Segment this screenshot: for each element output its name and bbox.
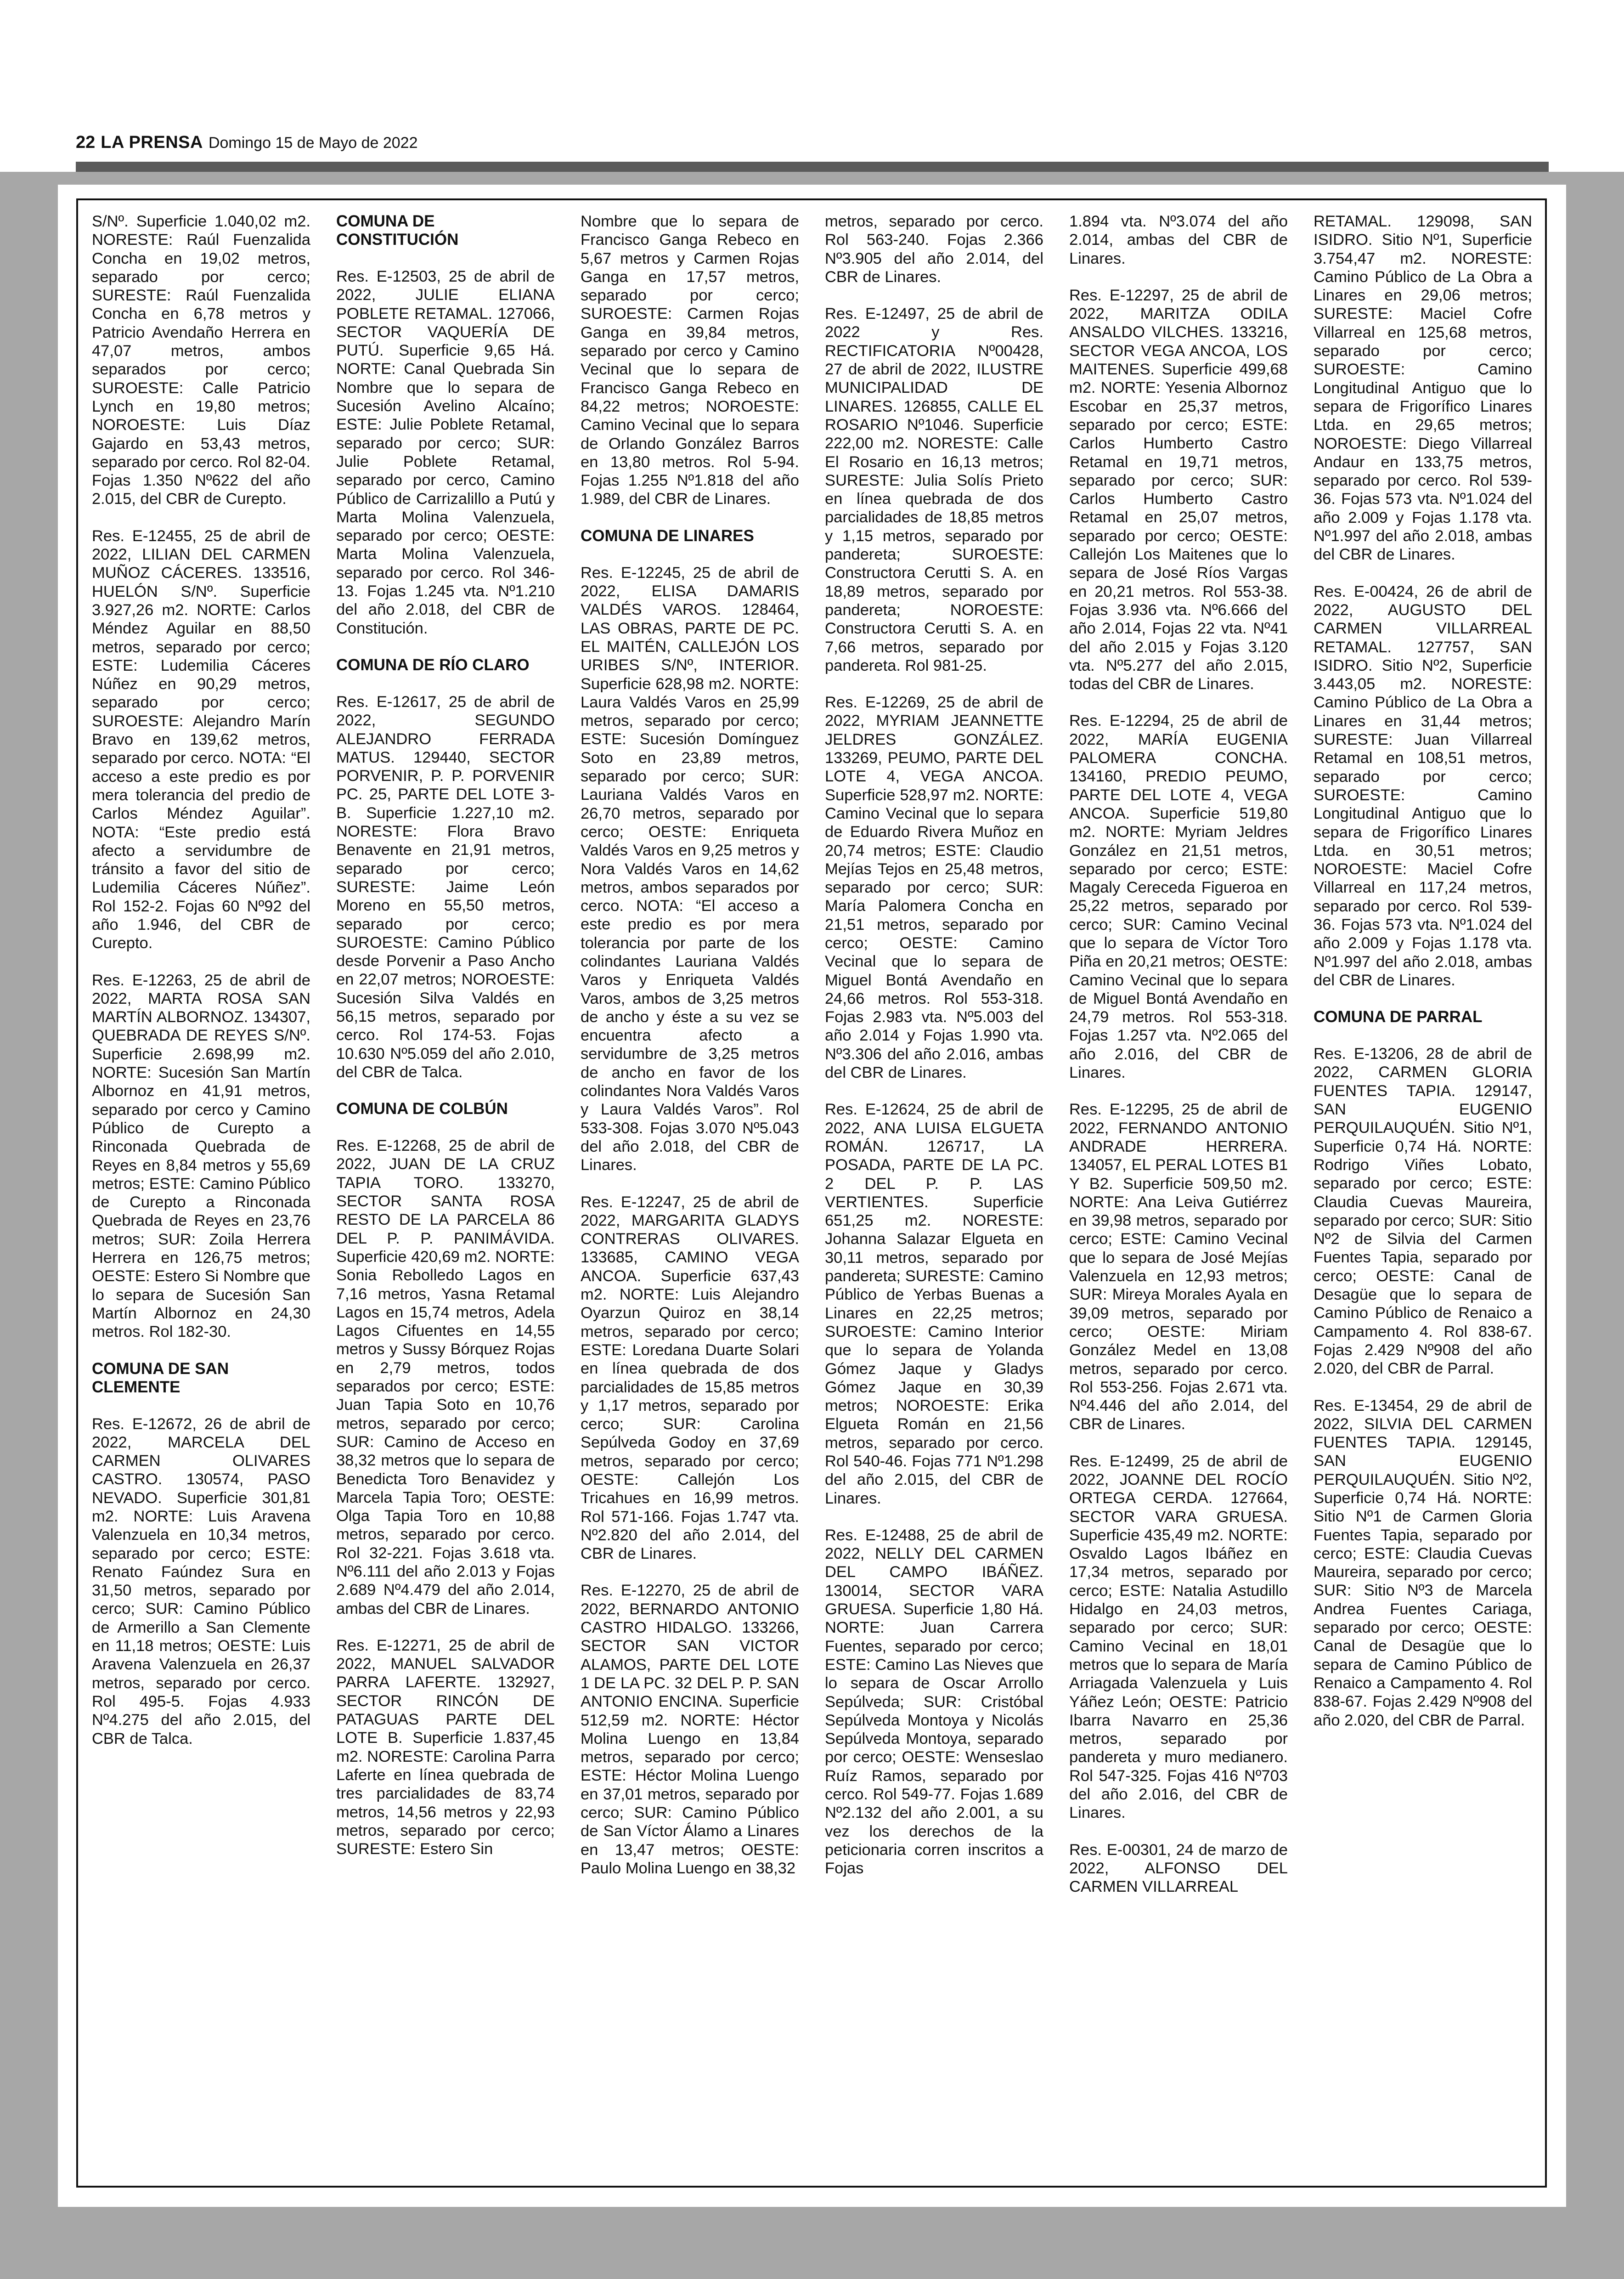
notice-paragraph: RETAMAL. 129098, SAN ISIDRO. Sitio Nº1, Superficie 3.754,47 m2. NORESTE: Camino Público de La Obra a Linares en 29,06 metros; SURESTE: Maciel Cofre Villarreal en 125,68 metros, separado por cerco; SUROESTE: Camino Longitudinal Antiguo que lo separa de Frigorífico Linares Ltda. en 29,65 metros; NOROESTE: Diego Villarreal Andaur en 133,75 metros, separado por cerco. Rol 539-36. Fojas 573 vta. Nº1.024 del año 2.009 y Fojas 1.178 vta. Nº1.997 del año 2.018, ambas del CBR de Linares. [1314, 213, 1532, 564]
notice-paragraph: Res. E-12497, 25 de abril de 2022 y Res. RECTIFICATORIA Nº00428, 27 de abril de 2022, ILUSTRE MUNICIPALIDAD DE LINARES. 126855, CALLE EL ROSARIO Nº1046. Superficie 222,00 m2. NORESTE: Calle El Rosario en 16,13 metros; SURESTE: Julia Solís Prieto en línea quebrada de dos parcialidades de 18,85 metros y 1,15 metros, separado por pandereta; SUROESTE: Constructora Cerutti S. A. en 18,89 metros, separado por pandereta; NOROESTE: Constructora Cerutti S. A. en 7,66 metros, separado por pandereta. Rol 981-25. [825, 305, 1043, 674]
notice-paragraph: Res. E-13206, 28 de abril de 2022, CARMEN GLORIA FUENTES TAPIA. 129147, SAN EUGENIO PERQUILAUQUÉN. Sitio Nº1, Superficie 0,74 Há. NORTE: Rodrigo Viñes Lobato, separado por cerco; ESTE: Claudia Cuevas Maureira, separado por cerco; SUR: Sitio Nº2 de Silvia del Carmen Fuentes Tapia, separado por cerco; OESTE: Canal de Desagüe que lo separa de Camino Público de Renaico a Campamento 4. Rol 838-67. Fojas 2.429 Nº908 del año 2.020, del CBR de Parral. [1314, 1045, 1532, 1378]
notice-paragraph: Nombre que lo separa de Francisco Ganga Rebeco en 5,67 metros y Carmen Rojas Ganga en 17,57 metros, separado por cerco; SUROESTE: Carmen Rojas Ganga en 39,84 metros, separado por cerco y Camino Vecinal que lo separa de Francisco Ganga Rebeco en 84,22 metros; NOROESTE: Camino Vecinal que lo separa de Orlando González Barros en 13,80 metros. Rol 5-94. Fojas 1.255 Nº1.818 del año 1.989, del CBR de Linares. [581, 213, 799, 508]
notice-paragraph: Res. E-12268, 25 de abril de 2022, JUAN DE LA CRUZ TAPIA TORO. 133270, SECTOR SANTA ROSA RESTO DE LA PARCELA 86 DEL P. P. PANIMÁVIDA. Superficie 420,69 m2. NORTE: Sonia Rebolledo Lagos en 7,16 metros, Yasna Retamal Lagos en 15,74 metros, Adela Lagos Cifuentes en 14,55 metros y Sussy Bórquez Rojas en 2,79 metros, todos separados por cerco; ESTE: Juan Tapia Soto en 10,76 metros, separado por cerco; SUR: Camino de Acceso en 38,32 metros que lo separa de Benedicta Toro Benavidez y Marcela Tapia Toro; OESTE: Olga Tapia Toro en 10,88 metros, separado por cerco. Rol 32-221. Fojas 3.618 vta. Nº6.111 del año 2.013 y Fojas 2.689 Nº4.479 del año 2.014, ambas del CBR de Linares. [336, 1137, 555, 1617]
column-2 [336, 212, 555, 2178]
section-heading: COMUNA DE LINARES [581, 526, 754, 545]
notice-columns [92, 212, 1534, 2178]
notice-paragraph: Res. E-12271, 25 de abril de 2022, MANUEL SALVADOR PARRA LAFERTE. 132927, SECTOR RINCÓN DE PATAGUAS PARTE DEL LOTE B. Superficie 1.837,45 m2. NORESTE: Carolina Parra Laferte en línea quebrada de tres parcialidades de 83,74 metros, 14,56 metros y 22,93 metros, separado por cerco; SURESTE: Estero Sin [336, 1636, 555, 1858]
section-heading: COMUNA DE PARRAL [1314, 1008, 1483, 1026]
column-6 [1314, 212, 1532, 2178]
notice-paragraph: Res. E-12624, 25 de abril de 2022, ANA LUISA ELGUETA ROMÁN. 126717, LA POSADA, PARTE DE LA PC. 2 DEL P. P. LAS VERTIENTES. Superficie 651,25 m2. NORESTE: Johanna Salazar Elgueta en 30,11 metros, separado por pandereta; SURESTE: Camino Público de Yerbas Buenas a Linares en 22,25 metros; SUROESTE: Camino Interior que lo separa de Yolanda Gómez Jaque y Gladys Gómez Jaque en 30,39 metros; NOROESTE: Erika Elgueta Román en 21,56 metros, separado por cerco. Rol 540-46. Fojas 771 Nº1.298 del año 2.015, del CBR de Linares. [825, 1101, 1043, 1507]
newspaper-name: LA PRENSA [101, 133, 203, 152]
notice-paragraph: Res. E-12488, 25 de abril de 2022, NELLY DEL CARMEN DEL CAMPO IBÁÑEZ. 130014, SECTOR VARA GRUESA. Superficie 1,80 Há. NORTE: Juan Carrera Fuentes, separado por cerco; ESTE: Camino Las Nieves que lo separa de Oscar Arrollo Sepúlveda; SUR: Cristóbal Sepúlveda Montoya y Nicolás Sepúlveda Montoya, separado por cerco; OESTE: Wenseslao Ruíz Ramos, separado por cerco. Rol 549-77. Fojas 1.689 Nº2.132 del año 2.001, a su vez los derechos de la peticionaria corren inscritos a Fojas [825, 1526, 1043, 1877]
notice-paragraph: Res. E-12269, 25 de abril de 2022, MYRIAM JEANNETTE JELDRES GONZÁLEZ. 133269, PEUMO, PARTE DEL LOTE 4, VEGA ANCOA. Superficie 528,97 m2. NORTE: Camino Vecinal que lo separa de Eduardo Rivera Muñoz en 20,74 metros; ESTE: Claudio Mejías Tejos en 25,48 metros, separado por cerco; SUR: María Palomera Concha en 21,51 metros, separado por cerco; OESTE: Camino Vecinal que lo separa de Miguel Bontá Avendaño en 24,66 metros. Rol 553-318. Fojas 2.983 vta. Nº5.003 del año 2.014 y Fojas 1.990 vta. Nº3.306 del año 2.016, ambas del CBR de Linares. [825, 694, 1043, 1082]
header-rule [76, 162, 1549, 172]
page-header [76, 132, 417, 155]
notice-paragraph: metros, separado por cerco. Rol 563-240. Fojas 2.366 Nº3.905 del año 2.014, del CBR de Linares. [825, 213, 1043, 286]
notice-paragraph: Res. E-00424, 26 de abril de 2022, AUGUSTO DEL CARMEN VILLARREAL RETAMAL. 127757, SAN ISIDRO. Sitio Nº2, Superficie 3.443,05 m2. NORESTE: Camino Público de La Obra a Linares en 31,44 metros; SURESTE: Juan Villarreal Retamal en 108,51 metros, separado por cerco; SUROESTE: Camino Longitudinal Antiguo que lo separa de Frigorífico Linares Ltda. en 30,51 metros; NOROESTE: Maciel Cofre Villarreal en 117,24 metros, separado por cerco. Rol 539-36. Fojas 573 vta. Nº1.024 del año 2.009 y Fojas 1.178 vta. Nº1.997 del año 2.018, ambas del CBR de Linares. [1314, 582, 1532, 989]
notice-paragraph: Res. E-12294, 25 de abril de 2022, MARÍA EUGENIA PALOMERA CONCHA. 134160, PREDIO PEUMO, PARTE DEL LOTE 4, VEGA ANCOA. Superficie 519,80 m2. NORTE: Myriam Jeldres González en 21,51 metros, separado por cerco; ESTE: Magaly Cereceda Figueroa en 25,22 metros, separado por cerco; SUR: Camino Vecinal que lo separa de Víctor Toro Piña en 20,21 metros; OESTE: Camino Vecinal que lo separa de Miguel Bontá Avendaño en 24,79 metros. Rol 553-318. Fojas 1.257 vta. Nº2.065 del año 2.016, del CBR de Linares. [1069, 712, 1288, 1082]
column-4 [825, 212, 1043, 2178]
notice-paragraph: Res. E-12455, 25 de abril de 2022, LILIAN DEL CARMEN MUÑOZ CÁCERES. 133516, HUELÓN S/Nº. Superficie 3.927,26 m2. NORTE: Carlos Méndez Aguilar en 88,50 metros, separado por cerco; ESTE: Ludemilia Cáceres Núñez en 90,29 metros, separado por cerco; SUROESTE: Alejandro Marín Bravo en 139,62 metros, separado por cerco. NOTA: “El acceso a este predio es por mera tolerancia del predio de Carlos Méndez Aguilar”. NOTA: “Este predio está afecto a servidumbre de tránsito a favor del sitio de Ludemilia Cáceres Núñez”. Rol 152-2. Fojas 60 Nº92 del año 1.946, del CBR de Curepto. [92, 527, 310, 952]
column-1 [92, 212, 310, 2178]
notice-paragraph: S/Nº. Superficie 1.040,02 m2. NORESTE: Raúl Fuenzalida Concha en 19,02 metros, separado por cerco; SURESTE: Raúl Fuenzalida Concha en 6,78 metros y Patricio Avendaño Herrera en 47,07 metros, ambos separados por cerco; SUROESTE: Calle Patricio Lynch en 19,80 metros; NOROESTE: Luis Díaz Gajardo en 53,43 metros, separado por cerco. Rol 82-04. Fojas 1.350 Nº622 del año 2.015, del CBR de Curepto. [92, 213, 310, 508]
section-heading: COMUNA DE COLBÚN [336, 1100, 508, 1118]
notice-paragraph: Res. E-12503, 25 de abril de 2022, JULIE ELIANA POBLETE RETAMAL. 127066, SECTOR VAQUERÍA DE PUTÚ. Superficie 9,65 Há. NORTE: Canal Quebrada Sin Nombre que lo separa de Sucesión Avelino Alcaíno; ESTE: Julie Poblete Retamal, separado por cerco; SUR: Julie Poblete Retamal, separado por cerco, Camino Público de Carrizalillo a Putú y Marta Molina Valenzuela, separado por cerco; OESTE: Marta Molina Valenzuela, separado por cerco. Rol 346-13. Fojas 1.245 vta. Nº1.210 del año 2.018, del CBR de Constitución. [336, 268, 555, 637]
notice-paragraph: Res. E-12499, 25 de abril de 2022, JOANNE DEL ROCÍO ORTEGA CERDA. 127664, SECTOR VARA GRUESA. Superficie 435,49 m2. NORTE: Osvaldo Lagos Ibáñez en 17,34 metros, separado por cerco; ESTE: Natalia Astudillo Hidalgo en 24,03 metros, separado por cerco; SUR: Camino Vecinal en 18,01 metros que lo separa de María Arriagada Valenzuela y Luis Yáñez León; OESTE: Patricio Ibarra Navarro en 25,36 metros, separado por pandereta y muro medianero. Rol 547-325. Fojas 416 Nº703 del año 2.016, del CBR de Linares. [1069, 1452, 1288, 1822]
column-3 [581, 212, 799, 2178]
notice-paragraph: Res. E-12297, 25 de abril de 2022, MARITZA ODILA ANSALDO VILCHES. 133216, SECTOR VEGA ANCOA, LOS MAITENES. Superficie 499,68 m2. NORTE: Yesenia Albornoz Escobar en 25,37 metros, separado por cerco; ESTE: Carlos Humberto Castro Retamal en 19,71 metros, separado por cerco; SUR: Carlos Humberto Castro Retamal en 25,07 metros, separado por cerco; OESTE: Callejón Los Maitenes que lo separa de José Ríos Vargas en 20,21 metros. Rol 553-38. Fojas 3.936 vta. Nº6.666 del año 2.014, Fojas 22 vta. Nº41 del año 2.015 y Fojas 3.120 vta. Nº5.277 del año 2.015, todas del CBR de Linares. [1069, 286, 1288, 693]
section-heading: COMUNA DE RÍO CLARO [336, 656, 530, 674]
section-heading: COMUNA DE CONSTITUCIÓN [336, 212, 459, 249]
notice-paragraph: 1.894 vta. Nº3.074 del año 2.014, ambas del CBR de Linares. [1069, 213, 1288, 267]
notice-paragraph: Res. E-12270, 25 de abril de 2022, BERNARDO ANTONIO CASTRO HIDALGO. 133266, SECTOR SAN VICTOR ALAMOS, PARTE DEL LOTE 1 DE LA PC. 32 DEL P. P. SAN ANTONIO ENCINA. Superficie 512,59 m2. NORTE: Héctor Molina Luengo en 13,84 metros, separado por cerco; ESTE: Héctor Molina Luengo en 37,01 metros, separado por cerco; SUR: Camino Público de San Víctor Álamo a Linares en 13,47 metros; OESTE: Paulo Molina Luengo en 38,32 [581, 1582, 799, 1877]
notice-paragraph: Res. E-12245, 25 de abril de 2022, ELISA DAMARIS VALDÉS VAROS. 128464, LAS OBRAS, PARTE DE PC. EL MAITÉN, CALLEJÓN LOS URIBES S/Nº, INTERIOR. Superficie 628,98 m2. NORTE: Laura Valdés Varos en 25,99 metros, separado por cerco; ESTE: Sucesión Domínguez Soto en 23,89 metros, separado por cerco; SUR: Lauriana Valdés Varos en 26,70 metros, separado por cerco; OESTE: Enriqueta Valdés Varos en 9,25 metros y Nora Valdés Varos en 14,62 metros, ambos separados por cerco. NOTA: “El acceso a este predio es por mera tolerancia por parte de los colindantes Lauriana Valdés Varos y Enriqueta Valdés Varos, ambos de 3,25 metros de ancho y éste a su vez se encuentra afecto a servidumbre de 3,25 metros de ancho en favor de los colindantes Nora Valdés Varos y Laura Valdés Varos”. Rol 533-308. Fojas 3.070 Nº5.043 del año 2.018, del CBR de Linares. [581, 564, 799, 1174]
notice-paragraph: Res. E-00301, 24 de marzo de 2022, ALFONSO DEL CARMEN VILLARREAL [1069, 1841, 1288, 1896]
notice-paragraph: Res. E-12263, 25 de abril de 2022, MARTA ROSA SAN MARTÍN ALBORNOZ. 134307, QUEBRADA DE REYES S/Nº. Superficie 2.698,99 m2. NORTE: Sucesión San Martín Albornoz en 41,91 metros, separado por cerco y Camino Público de Curepto a Rinconada Quebrada de Reyes en 8,84 metros y 55,69 metros; ESTE: Camino Público de Curepto a Rinconada Quebrada de Reyes en 23,76 metros; SUR: Zoila Herrera Herrera en 126,75 metros; OESTE: Estero Si Nombre que lo separa de Sucesión San Martín Albornoz en 24,30 metros. Rol 182-30. [92, 971, 310, 1341]
notice-paragraph: Res. E-12672, 26 de abril de 2022, MARCELA DEL CARMEN OLIVARES CASTRO. 130574, PASO NEVADO. Superficie 301,81 m2. NORTE: Luis Aravena Valenzuela en 10,34 metros, separado por cerco; ESTE: Renato Faúndez Sura en 31,50 metros, separado por cerco; SUR: Camino Público de Armerillo a San Clemente en 11,18 metros; OESTE: Luis Aravena Valenzuela en 26,37 metros, separado por cerco. Rol 495-5. Fojas 4.933 Nº4.275 del año 2.015, del CBR de Talca. [92, 1415, 310, 1747]
notice-paragraph: Res. E-12617, 25 de abril de 2022, SEGUNDO ALEJANDRO FERRADA MATUS. 129440, SECTOR PORVENIR, P. P. PORVENIR PC. 25, PARTE DEL LOTE 3-B. Superficie 1.227,10 m2. NORESTE: Flora Bravo Benavente en 21,91 metros, separado por cerco; SURESTE: Jaime León Moreno en 55,50 metros, separado por cerco; SUROESTE: Camino Público desde Porvenir a Paso Ancho en 22,07 metros; NOROESTE: Sucesión Silva Valdés en 56,15 metros, separado por cerco. Rol 174-53. Fojas 10.630 Nº5.059 del año 2.010, del CBR de Talca. [336, 693, 555, 1081]
publication-date: Domingo 15 de Mayo de 2022 [208, 134, 418, 152]
notice-paragraph: Res. E-12295, 25 de abril de 2022, FERNANDO ANTONIO ANDRADE HERRERA. 134057, EL PERAL LOTES B1 Y B2. Superficie 509,50 m2. NORTE: Ana Leiva Gutiérrez en 39,98 metros, separado por cerco; ESTE: Camino Vecinal que lo separa de José Mejías Valenzuela en 12,93 metros; SUR: Mireya Morales Ayala en 39,09 metros, separado por cerco; OESTE: Miriam González Medel en 13,08 metros, separado por cerco. Rol 553-256. Fojas 2.671 vta. Nº4.446 del año 2.014, del CBR de Linares. [1069, 1101, 1288, 1433]
page-number: 22 [76, 133, 96, 152]
notice-paragraph: Res. E-12247, 25 de abril de 2022, MARGARITA GLADYS CONTRERAS OLIVARES. 133685, CAMINO VEGA ANCOA. Superficie 637,43 m2. NORTE: Luis Alejandro Oyarzun Quiroz en 38,14 metros, separado por cerco; ESTE: Loredana Duarte Solari en línea quebrada de dos parcialidades de 15,85 metros y 1,17 metros, separado por cerco; SUR: Carolina Sepúlveda Godoy en 37,69 metros, separado por cerco; OESTE: Callejón Los Tricahues en 16,99 metros. Rol 571-166. Fojas 1.747 vta. Nº2.820 del año 2.014, del CBR de Linares. [581, 1193, 799, 1563]
section-heading: COMUNA DE SAN CLEMENTE [92, 1359, 229, 1396]
column-5 [1069, 212, 1288, 2178]
notice-paragraph: Res. E-13454, 29 de abril de 2022, SILVIA DEL CARMEN FUENTES TAPIA. 129145, SAN EUGENIO PERQUILAUQUÉN. Sitio Nº2, Superficie 0,74 Há. NORTE: Sitio Nº1 de Carmen Gloria Fuentes Tapia, separado por cerco; ESTE: Claudia Cuevas Maureira, separado por cerco; SUR: Sitio Nº3 de Marcela Andrea Fuentes Cariaga, separado por cerco; OESTE: Canal de Desagüe que lo separa de Camino Público de Renaico a Campamento 4. Rol 838-67. Fojas 2.429 Nº908 del año 2.020, del CBR de Parral. [1314, 1397, 1532, 1729]
